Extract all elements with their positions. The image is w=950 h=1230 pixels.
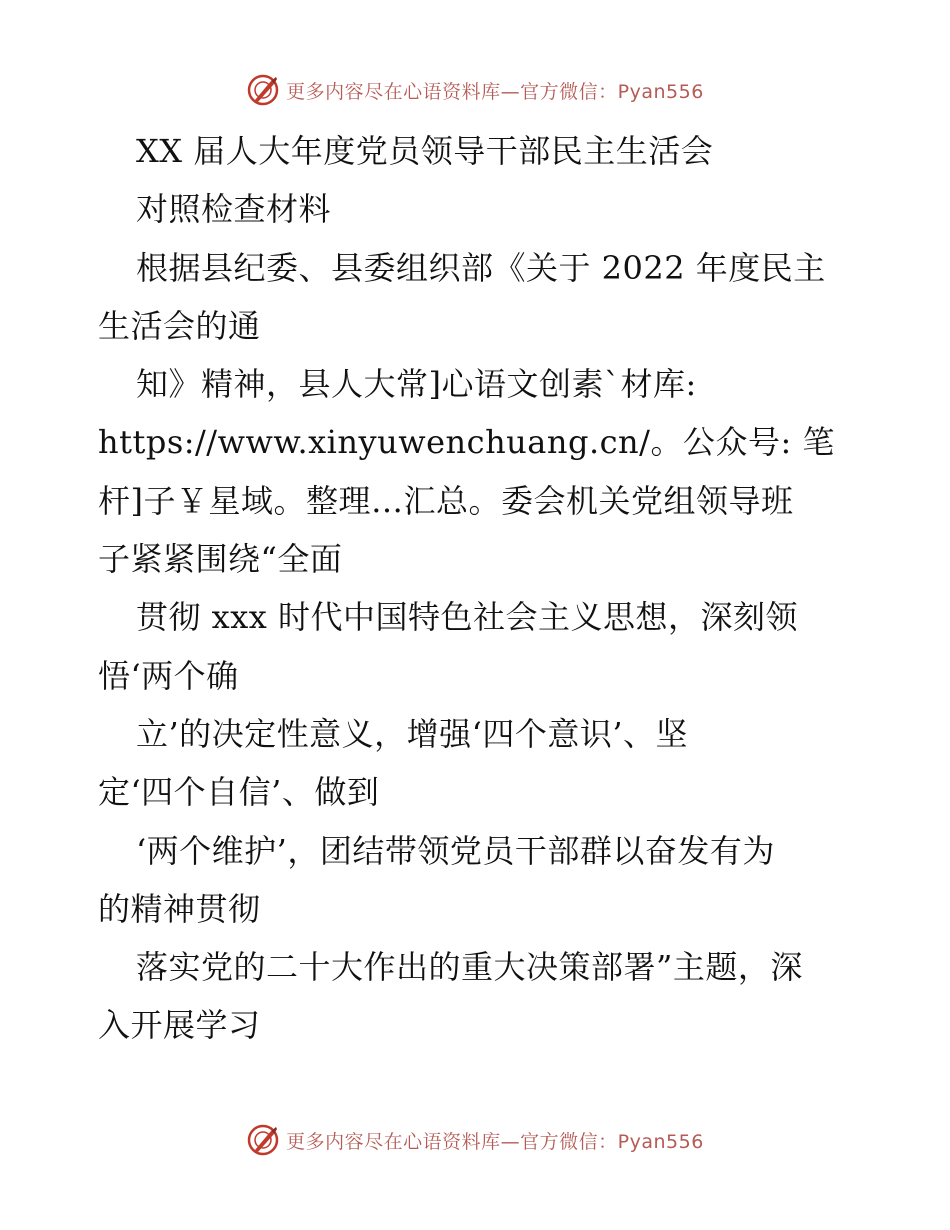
brand-logo-icon — [246, 1123, 280, 1157]
brand-logo-icon — [246, 73, 280, 107]
paragraph-line: 入开展学习 — [98, 1006, 261, 1045]
footer-banner-text: 更多内容尽在心语资料库—官方微信：Pyan556 — [286, 1130, 704, 1153]
paragraph-line: 定‘四个自信’、做到 — [98, 773, 380, 812]
paragraph-line: 子紧紧围绕“全面 — [98, 540, 343, 579]
header-banner — [0, 70, 950, 110]
paragraph-line: 立’的决定性意义，增强‘四个意识’、坚 — [136, 714, 689, 753]
paragraph-line: 根据县纪委、县委组织部《关于 2022 年度民主 — [136, 248, 826, 287]
paragraph-line: ‘两个维护’，团结带领党员干部群以奋发有为 — [136, 831, 775, 870]
paragraph-line: 知》精神，县人大常]心语文创素`材库: — [136, 365, 697, 404]
paragraph-line: 杆]子￥星域。整理…汇总。委会机关党组领导班 — [98, 481, 794, 520]
paragraph-line: 落实党的二十大作出的重大决策部署”主题，深 — [136, 948, 803, 987]
paragraph-line: 的精神贯彻 — [98, 889, 261, 928]
footer-banner — [0, 1120, 950, 1160]
doc-title-line: XX 届人大年度党员领导干部民主生活会 — [136, 132, 714, 170]
paragraph-line: 生活会的通 — [98, 306, 261, 345]
paragraph-line: https://www.xinyuwenchuang.cn/。公众号: 笔 — [98, 423, 835, 462]
doc-subtitle-line: 对照检查材料 — [136, 190, 332, 229]
header-banner-text: 更多内容尽在心语资料库—官方微信：Pyan556 — [286, 80, 704, 103]
footer-banner-inner — [246, 1123, 704, 1157]
document-body — [98, 122, 858, 1055]
paragraph-line: 悟‘两个确 — [98, 656, 239, 695]
header-banner-inner — [246, 73, 704, 107]
paragraph-line: 贯彻 xxx 时代中国特色社会主义思想，深刻领 — [136, 598, 798, 637]
